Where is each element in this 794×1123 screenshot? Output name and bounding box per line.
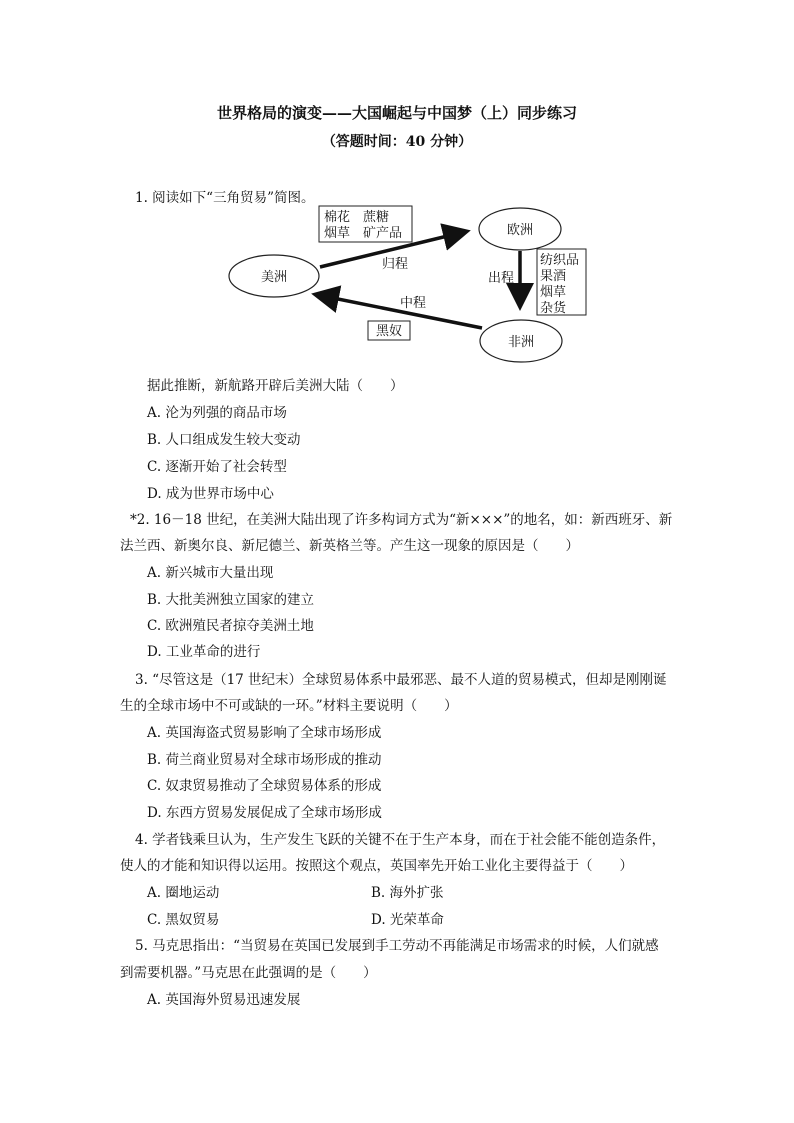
america-exports-row1: 棉花 蔗糖 [324, 210, 390, 225]
q5-option-a: A. 英国海外贸易迅速发展 [147, 992, 301, 1008]
q2-option-a: A. 新兴城市大量出现 [147, 565, 274, 581]
q2-option-d: D. 工业革命的进行 [147, 644, 261, 660]
triangle-trade-diagram [220, 196, 600, 376]
america-label: 美洲 [260, 270, 288, 285]
q1-stem: 1. 阅读如下“三角贸易”简图。 [135, 190, 315, 206]
return-leg-label: 归程 [382, 257, 409, 272]
q1-option-d: D. 成为世界市场中心 [147, 486, 274, 502]
q4-line2: 使人的才能和知识得以运用。按照这个观点，英国率先开始工业化主要得益于（ ） [120, 858, 633, 874]
europe-export-1: 纺织品 [540, 253, 580, 268]
outbound-leg-label: 出程 [488, 271, 515, 286]
q5-line1: 5. 马克思指出：“当贸易在英国已发展到手工劳动不再能满足市场需求的时候，人们就感 [135, 938, 659, 954]
q4-line1: 4. 学者钱乘旦认为，生产发生飞跃的关键不在于生产本身，而在于社会能不能创造条件， [135, 832, 666, 848]
q4-option-c: C. 黑奴贸易 [147, 912, 220, 928]
q5-line2: 到需要机器。”马克思在此强调的是（ ） [120, 965, 377, 981]
q3-line2: 生的全球市场中不可或缺的一环。”材料主要说明（ ） [120, 698, 458, 714]
q4-option-d: D. 光荣革命 [371, 912, 444, 928]
q3-option-c: C. 奴隶贸易推动了全球贸易体系的形成 [147, 778, 382, 794]
q3-option-a: A. 英国海盗式贸易影响了全球市场形成 [147, 725, 382, 741]
q3-line1: 3. “尽管这是（17 世纪末）全球贸易体系中最邪恶、最不人道的贸易模式，但却是刚刚诞 [135, 672, 667, 688]
page-subtitle: （答题时间：40 分钟） [321, 134, 473, 150]
q4-option-a: A. 圈地运动 [147, 885, 220, 901]
middle-leg-label: 中程 [400, 296, 427, 311]
q2-option-c: C. 欧洲殖民者掠夺美洲土地 [147, 618, 314, 634]
q1-option-c: C. 逐渐开始了社会转型 [147, 459, 287, 475]
africa-label: 非洲 [507, 335, 535, 350]
slaves-label: 黑奴 [375, 324, 403, 339]
q1-question: 据此推断，新航路开辟后美洲大陆（ ） [147, 378, 404, 394]
europe-export-2: 果酒 [540, 269, 567, 284]
q4-option-b: B. 海外扩张 [371, 885, 444, 901]
europe-label: 欧洲 [506, 223, 534, 238]
q1-option-b: B. 人口组成发生较大变动 [147, 432, 301, 448]
america-exports-row2: 烟草 矿产品 [324, 226, 403, 241]
q1-option-a: A. 沦为列强的商品市场 [147, 405, 287, 421]
europe-export-4: 杂货 [540, 301, 567, 316]
q3-option-b: B. 荷兰商业贸易对全球市场形成的推动 [147, 752, 382, 768]
q2-line2: 法兰西、新奥尔良、新尼德兰、新英格兰等。产生这一现象的原因是（ ） [120, 538, 579, 554]
page-title: 世界格局的演变——大国崛起与中国梦（上）同步练习 [216, 104, 577, 122]
q2-option-b: B. 大批美洲独立国家的建立 [147, 592, 315, 608]
q2-line1: *2. 16－18 世纪，在美洲大陆出现了许多构词方式为“新×××”的地名，如：新西班牙、新 [130, 512, 673, 528]
q3-option-d: D. 东西方贸易发展促成了全球市场形成 [147, 805, 382, 821]
europe-export-3: 烟草 [540, 285, 567, 300]
